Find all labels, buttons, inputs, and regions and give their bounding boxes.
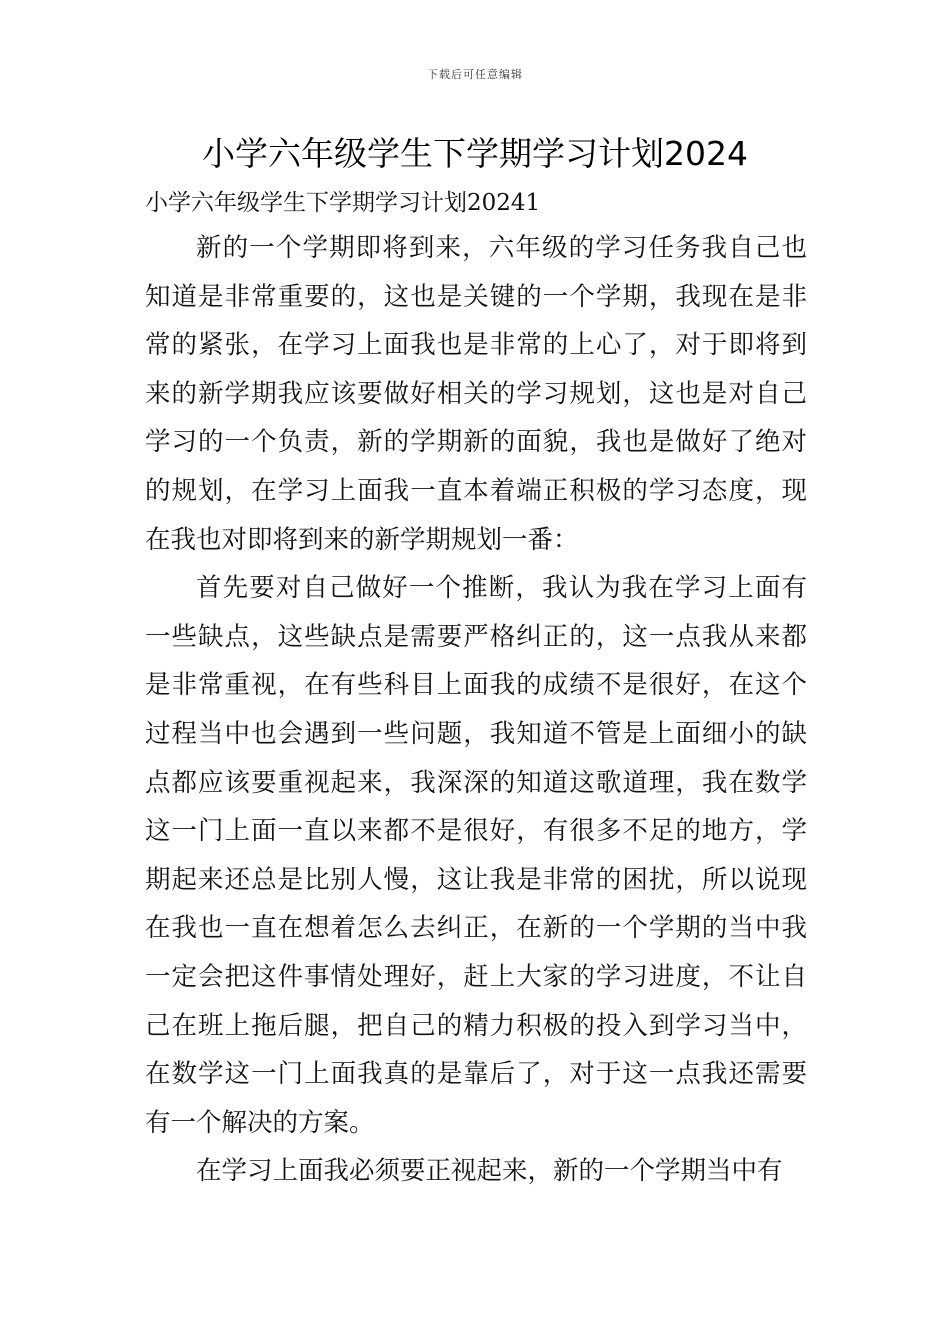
document-title: 小学六年级学生下学期学习计划2024 [202,134,748,173]
paragraph: 在学习上面我必须要正视起来，新的一个学期当中有 [196,1156,783,1187]
document-subtitle: 小学六年级学生下学期学习计划20241 [145,190,541,216]
paragraph: 新的一个学期即将到来，六年级的学习任务我自己也知道是非常重要的，这也是关键的一个学期，我现在是非常的紧张，在学习上面我也是非常的上心了，对于即将到来的新学期我应该要做好相关的学习规划，这也是对自己学习的一个负责，新的学期新的面貌，我也是做好了绝对的规划，在学习上面我一直本着端正积极的学习态度，现在我也对即将到来的新学期规划一番： [145,233,807,555]
document-body [145,224,807,1196]
paragraph: 首先要对自己做好一个推断，我认为我在学习上面有一些缺点，这些缺点是需要严格纠正的，这一点我从来都是非常重视，在有些科目上面我的成绩不是很好，在这个过程当中也会遇到一些问题，我知道不管是上面细小的缺点都应该要重视起来，我深深的知道这歌道理，我在数学这一门上面一直以来都不是很好，有很多不足的地方，学期起来还总是比别人慢，这让我是非常的困扰，所以说现在我也一直在想着怎么去纠正，在新的一个学期的当中我一定会把这件事情处理好，赶上大家的学习进度，不让自己在班上拖后腿，把自己的精力积极的投入到学习当中，在数学这一门上面我真的是靠后了，对于这一点我还需要有一个解决的方案。 [145,573,807,1138]
header-note: 下载后可任意编辑 [427,68,523,81]
